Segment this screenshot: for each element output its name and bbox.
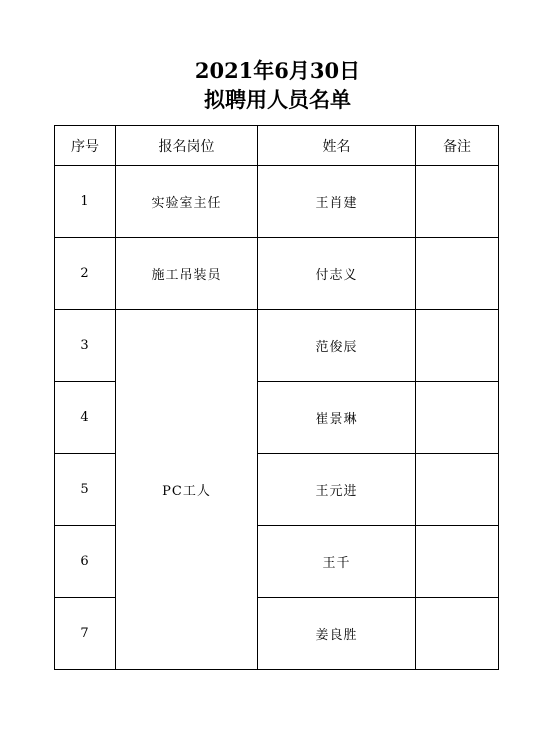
cell-serial-number: 6: [55, 526, 116, 598]
cell-position-merged: PC工人: [116, 310, 258, 670]
cell-name: 姜良胜: [258, 598, 416, 670]
cell-serial-number: 7: [55, 598, 116, 670]
cell-name: 范俊辰: [258, 310, 416, 382]
cell-remarks: [416, 310, 499, 382]
cell-remarks: [416, 382, 499, 454]
cell-name: 王千: [258, 526, 416, 598]
cell-remarks: [416, 166, 499, 238]
cell-serial-number: 5: [55, 454, 116, 526]
header-name: 姓名: [258, 126, 416, 166]
cell-position: 施工吊装员: [116, 238, 258, 310]
cell-name: 崔景琳: [258, 382, 416, 454]
table-row: [55, 238, 499, 310]
header-remarks: 备注: [416, 126, 499, 166]
cell-serial-number: 3: [55, 310, 116, 382]
hire-list-table: [54, 125, 499, 670]
cell-name: 王肖建: [258, 166, 416, 238]
cell-remarks: [416, 238, 499, 310]
cell-name: 王元进: [258, 454, 416, 526]
cell-name: 付志义: [258, 238, 416, 310]
table-row: [55, 166, 499, 238]
cell-serial-number: 1: [55, 166, 116, 238]
header-serial-number: 序号: [55, 126, 116, 166]
cell-remarks: [416, 526, 499, 598]
cell-remarks: [416, 598, 499, 670]
header-row: [55, 126, 499, 166]
cell-position: 实验室主任: [116, 166, 258, 238]
document-title: 拟聘用人员名单: [204, 87, 351, 112]
document-title-date: 2021年6月30日: [194, 58, 361, 83]
cell-serial-number: 4: [55, 382, 116, 454]
cell-serial-number: 2: [55, 238, 116, 310]
table-row: [55, 310, 499, 382]
cell-remarks: [416, 454, 499, 526]
header-position: 报名岗位: [116, 126, 258, 166]
